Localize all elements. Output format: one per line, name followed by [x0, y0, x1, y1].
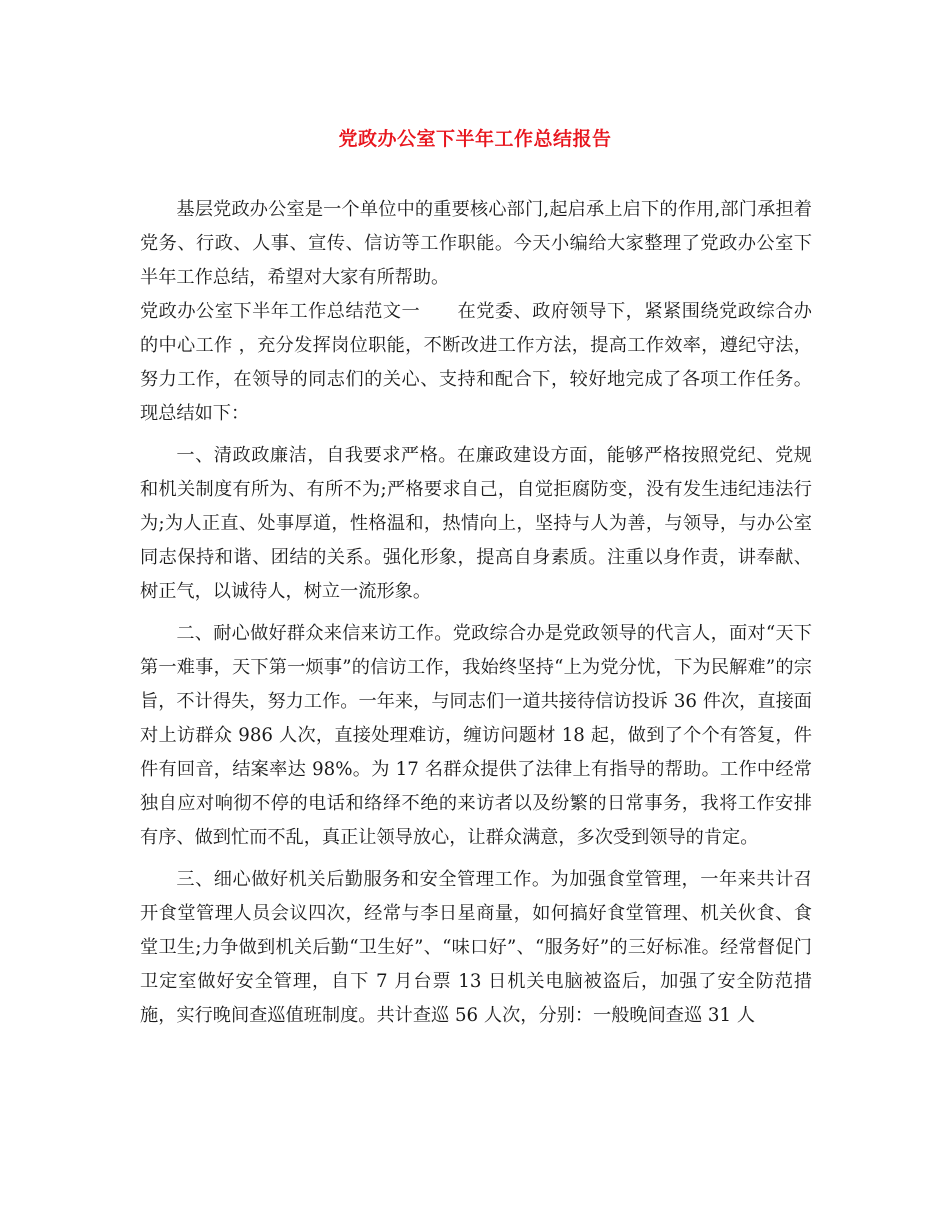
paragraph-intro: 基层党政办公室是一个单位中的重要核心部门,起启承上启下的作用,部门承担着党务、行政、人事、宣传、信访等工作职能。今天小编给大家整理了党政办公室下半年工作总结，希望对大家有所帮助。 [140, 199, 812, 288]
paragraph-section-3: 三、细心做好机关后勤服务和安全管理工作。为加强食堂管理，一年来共计召开食堂管理人员会议四次，经常与李日星商量，如何搞好食堂管理、机关伙食、食堂卫生;力争做到机关后勤“卫生好”、“味口好”、“服务好”的三好标准。经常督促门卫定室做好安全管理，自下 7 月台票 13 日机关电脑被盗后，加强了安全防范措施，实行晚间查巡值班制度。共计查巡 56 人次，分别：一般晚间查巡 31 人 [140, 869, 812, 1026]
paragraph-summary-heading: 党政办公室下半年工作总结范文一 在党委、政府领导下，紧紧围绕党政综合办的中心工作 ，充分发挥岗位职能，不断改进工作方法，提高工作效率，遵纪守法，努力工作，在领导的同志们的关心、支持和配合下，较好地完成了各项工作任务。现总结如下： [140, 301, 812, 424]
document-title: 党政办公室下半年工作总结报告 [338, 128, 612, 150]
paragraph-section-2: 二、耐心做好群众来信来访工作。党政综合办是党政领导的代言人，面对“天下第一难事，天下第一烦事”的信访工作，我始终坚持“上为党分忧，下为民解难”的宗旨，不计得失，努力工作。一年来，与同志们一道共接待信访投诉 36 件次，直接面对上访群众 986 人次，直接处理难访，缠访问题材 18 起，做到了个个有答复，件件有回音，结案率达 98%。为 17 名群众提供了法律上有指导的帮助。工作中经常独自应对响彻不停的电话和络绎不绝的来访者以及纷繁的日常事务，我将工作安排有序、做到忙而不乱，真正让领导放心，让群众满意，多次受到领导的肯定。 [140, 623, 812, 848]
paragraph-section-1: 一、清政政廉洁，自我要求严格。在廉政建设方面，能够严格按照党纪、党规和机关制度有所为、有所不为;严格要求自己，自觉拒腐防变，没有发生违纪违法行为;为人正直、处事厚道，性格温和，热情向上，坚持与人为善，与领导，与办公室同志保持和谐、团结的关系。强化形象，提高自身素质。注重以身作责，讲奉献、树正气，以诚待人，树立一流形象。 [140, 445, 812, 602]
document-body [140, 193, 812, 1033]
